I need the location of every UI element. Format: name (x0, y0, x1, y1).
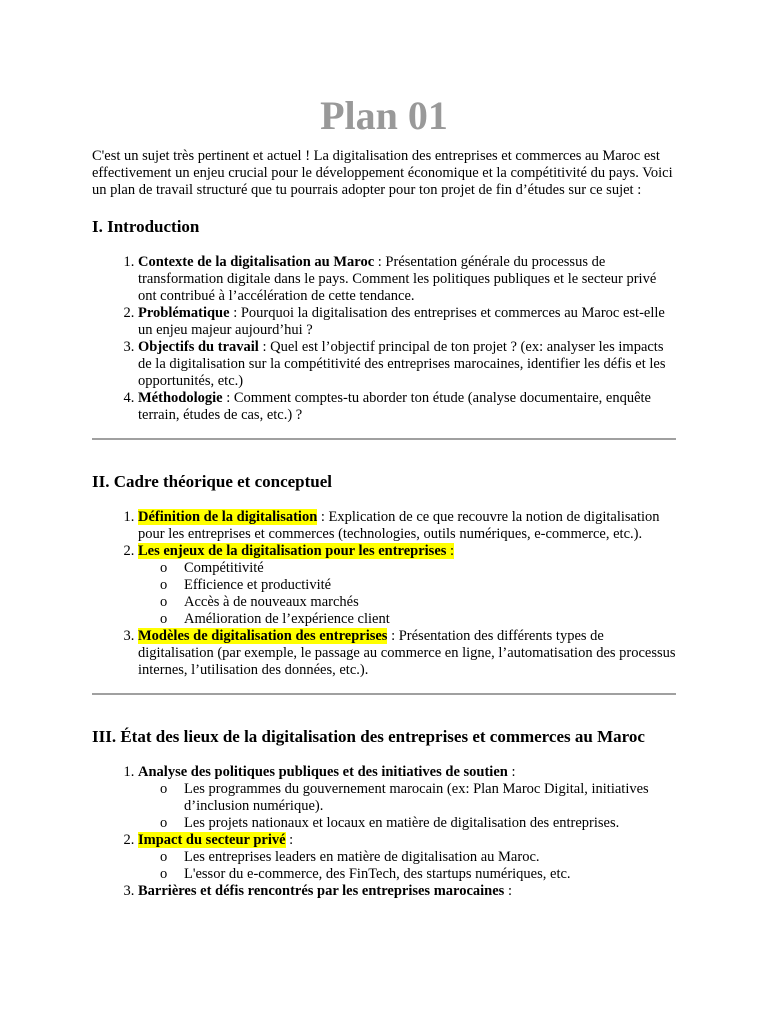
item-term: Barrières et défis rencontrés par les entreprises marocaines (138, 883, 505, 899)
sub-list-item: o Compétitivité (166, 560, 676, 577)
section-introduction (92, 217, 676, 424)
list-item (138, 628, 676, 679)
item-term: Méthodologie (138, 390, 223, 406)
sub-list-item: o Les entreprises leaders en matière de digitalisation au Maroc. (166, 849, 676, 866)
numbered-list (92, 254, 676, 424)
list-item (138, 832, 676, 883)
sub-list-item: o Les projets nationaux et locaux en matière de digitalisation des entreprises. (166, 815, 676, 832)
list-item (138, 339, 676, 390)
list-item (138, 764, 676, 832)
item-term: Analyse des politiques publiques et des initiatives de soutien (138, 764, 508, 780)
item-text: : (507, 764, 516, 780)
item-text: : Quel est l’objectif principal de ton projet ? (ex: analyser les impacts de la digitalisation sur la compétitivité des entreprises marocaines, identifier les défis et les opportunités, etc.) (138, 339, 666, 389)
item-highlight (138, 543, 454, 559)
bullet-list (138, 781, 676, 832)
item-term-highlighted: Modèles de digitalisation des entreprises (138, 628, 388, 644)
item-text: : Présentation générale du processus de transformation digitale dans le pays. Comment les politiques publiques et le secteur privé ont contribué à l’accélération de cette tendance. (138, 254, 657, 304)
list-item (138, 390, 676, 424)
item-text: : (504, 883, 512, 899)
bullet-list (138, 560, 676, 628)
item-text: : Présentation des différents types de digitalisation (par exemple, le passage au commerce en ligne, l’automatisation des processus internes, l’utilisation des données, etc.). (138, 628, 676, 678)
item-term-highlighted: Les enjeux de la digitalisation pour les entreprises (138, 543, 447, 559)
section-heading: I. Introduction (92, 217, 200, 236)
numbered-list (92, 764, 676, 900)
item-term-highlighted: Impact du secteur privé (138, 832, 286, 848)
section-etat-des-lieux (92, 727, 676, 900)
item-term-highlighted: Définition de la digitalisation (138, 509, 318, 525)
item-text: : Explication de ce que recouvre la notion de digitalisation pour les entreprises et commerces (technologies, outils numériques, e-commerce, etc.). (138, 509, 660, 542)
item-text: : Pourquoi la digitalisation des entreprises et commerces au Maroc est-elle un enjeu majeur aujourd’hui ? (138, 305, 665, 338)
numbered-list (92, 509, 676, 679)
bullet-list (138, 849, 676, 883)
sub-list-item: o Accès à de nouveaux marchés (166, 594, 676, 611)
item-text: : Comment comptes-tu aborder ton étude (analyse documentaire, enquête terrain, études de cas, etc.) ? (138, 390, 651, 423)
page-title: Plan 01 (320, 93, 448, 138)
sub-list-item: o L'essor du e-commerce, des FinTech, des startups numériques, etc. (166, 866, 676, 883)
item-term: Contexte de la digitalisation au Maroc (138, 254, 375, 270)
sub-list-item: o Amélioration de l’expérience client (166, 611, 676, 628)
list-item (138, 305, 676, 339)
list-item (138, 883, 676, 900)
section-heading: III. État des lieux de la digitalisation des entreprises et commerces au Maroc (92, 727, 645, 746)
list-item (138, 254, 676, 305)
sub-list-item: o Efficience et productivité (166, 577, 676, 594)
list-item (138, 509, 676, 543)
horizontal-divider (92, 693, 676, 695)
item-term: Objectifs du travail (138, 339, 259, 355)
list-item (138, 543, 676, 628)
section-heading: II. Cadre théorique et conceptuel (92, 472, 333, 491)
item-text: : (285, 832, 294, 848)
item-term: Problématique (138, 305, 230, 321)
horizontal-divider (92, 438, 676, 440)
intro-paragraph: C'est un sujet très pertinent et actuel ! La digitalisation des entreprises et commerces au Maroc est effectivement un enjeu crucial pour le développement économique et la compétitivité du pays. Voici un plan de travail structuré que tu pourrais adopter pour ton projet de fin d’études sur ce sujet : (92, 148, 673, 198)
sub-list-item: o Les programmes du gouvernement marocain (ex: Plan Maroc Digital, initiatives d’inclusion numérique). (166, 781, 676, 815)
section-cadre-theorique (92, 472, 676, 679)
item-text: : (446, 543, 455, 559)
